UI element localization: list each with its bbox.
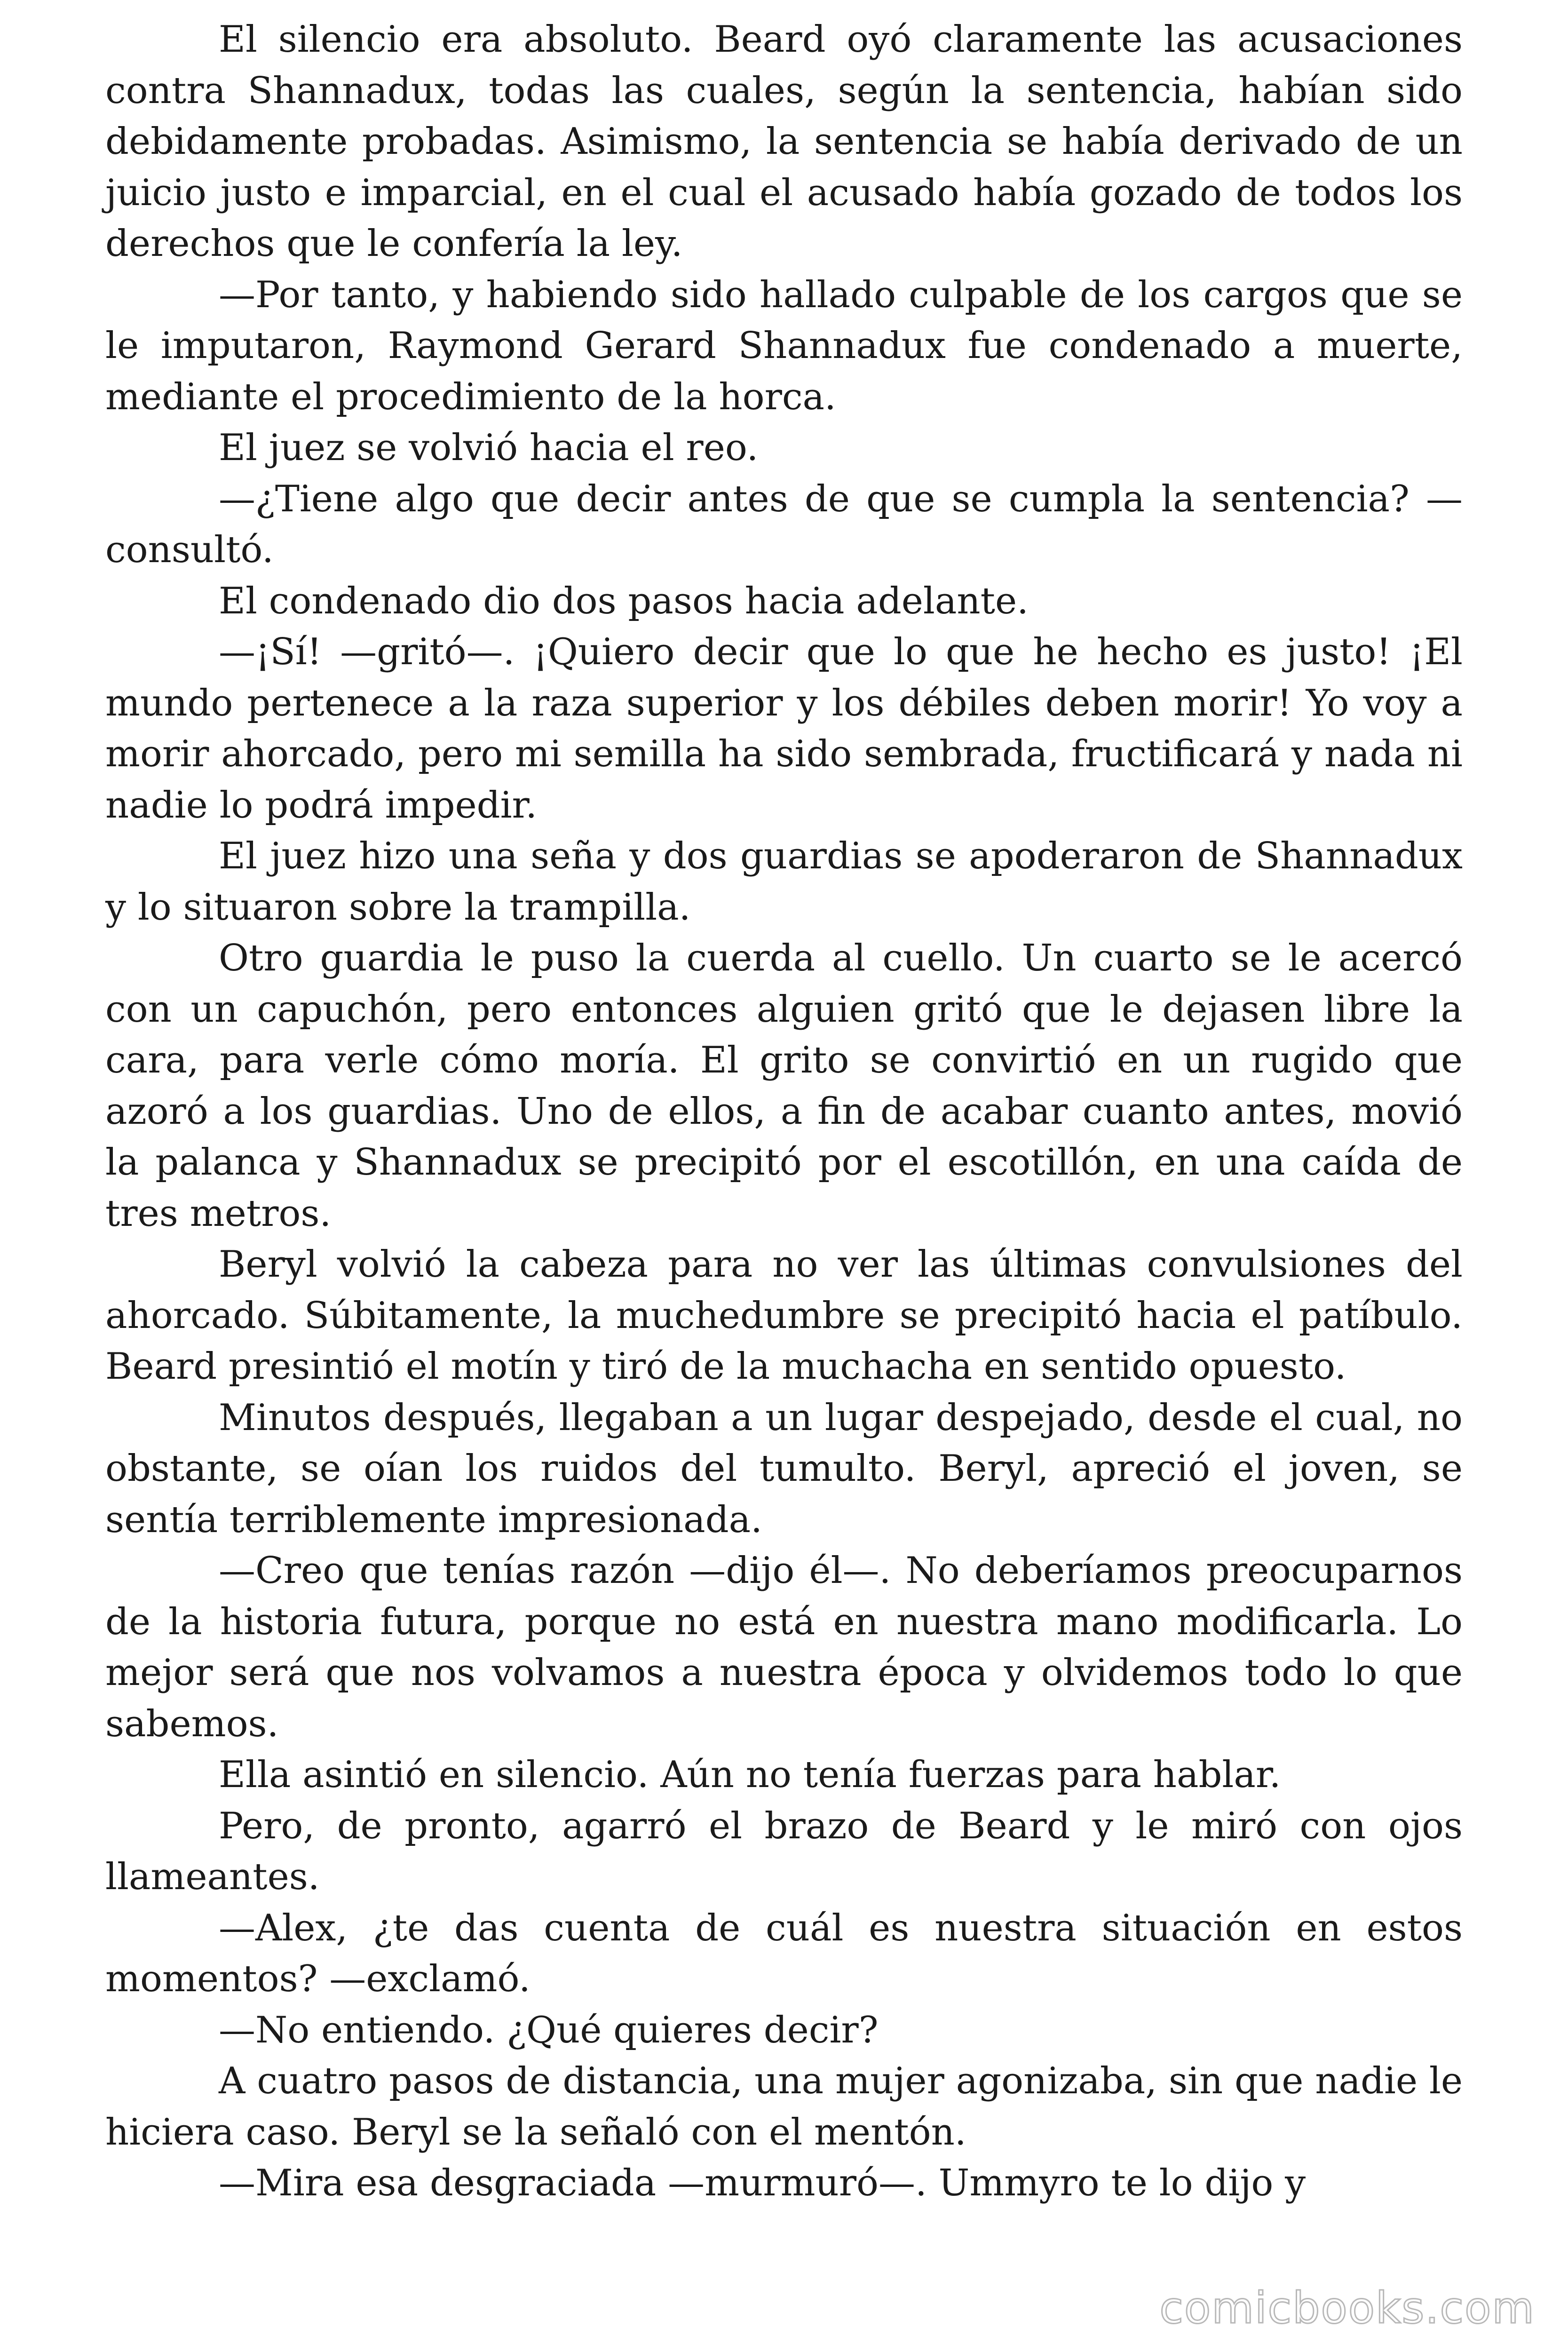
paragraph: —No entiendo. ¿Qué quieres decir? <box>219 2009 879 2051</box>
page-text <box>105 14 1463 2209</box>
paragraph: —Mira esa desgraciada —murmuró—. Ummyro te lo dijo y <box>219 2162 1306 2204</box>
paragraph: —Alex, ¿te das cuenta de cuál es nuestra situación en estos momentos? —exclamó. <box>105 1907 1463 2000</box>
paragraph: A cuatro pasos de distancia, una mujer agonizaba, sin que nadie le hiciera caso. Beryl se la señaló con el mentón. <box>105 2060 1463 2153</box>
paragraph: Beryl volvió la cabeza para no ver las últimas convulsiones del ahorcado. Súbitamente, la muchedumbre se precipitó hacia el patíbulo. Beard presintió el motín y tiró de la muchacha en sentido opuesto. <box>105 1243 1463 1388</box>
paragraph: El silencio era absoluto. Beard oyó claramente las acusaciones contra Shannadux, todas las cuales, según la sentencia, habían sido debidamente probadas. Asimismo, la sentencia se había derivado de un juicio justo e imparcial, en el cual el acusado había gozado de todos los derechos que le confería la ley. <box>105 18 1463 265</box>
paragraph: Otro guardia le puso la cuerda al cuello. Un cuarto se le acercó con un capuchón, pero entonces alguien gritó que le dejasen libre la cara, para verle cómo moría. El grito se convirtió en un rugido que azoró a los guardias. Uno de ellos, a fin de acabar cuanto antes, movió la palanca y Shannadux se precipitó por el escotillón, en una caída de tres metros. <box>105 937 1463 1235</box>
paragraph: Pero, de pronto, agarró el brazo de Beard y le miró con ojos llameantes. <box>105 1804 1463 1898</box>
paragraph: El juez hizo una seña y dos guardias se apoderaron de Shannadux y lo situaron sobre la trampilla. <box>105 835 1463 929</box>
paragraph: El juez se volvió hacia el reo. <box>219 427 759 469</box>
paragraph: —Por tanto, y habiendo sido hallado culpable de los cargos que se le imputaron, Raymond Gerard Shannadux fue condenado a muerte, mediante el procedimiento de la horca. <box>105 273 1463 418</box>
paragraph: El condenado dio dos pasos hacia adelante. <box>219 580 1029 622</box>
watermark: comicbooks.com <box>1159 2283 1535 2333</box>
paragraph: Minutos después, llegaban a un lugar despejado, desde el cual, no obstante, se oían los ruidos del tumulto. Beryl, apreció el joven, se sentía terriblemente impresionada. <box>105 1396 1463 1541</box>
paragraph: —¡Sí! —gritó—. ¡Quiero decir que lo que he hecho es justo! ¡El mundo pertenece a la raza superior y los débiles deben morir! Yo voy a morir ahorcado, pero mi semilla ha sido sembrada, fructificará y nada ni nadie lo podrá impedir. <box>105 631 1463 826</box>
paragraph: Ella asintió en silencio. Aún no tenía fuerzas para hablar. <box>219 1754 1281 1796</box>
paragraph: —Creo que tenías razón —dijo él—. No deberíamos preocuparnos de la historia futura, porque no está en nuestra mano modificarla. Lo mejor será que nos volvamos a nuestra época y olvidemos todo lo que sabemos. <box>105 1549 1463 1745</box>
paragraph: —¿Tiene algo que decir antes de que se cumpla la sentencia? —consultó. <box>105 477 1463 571</box>
